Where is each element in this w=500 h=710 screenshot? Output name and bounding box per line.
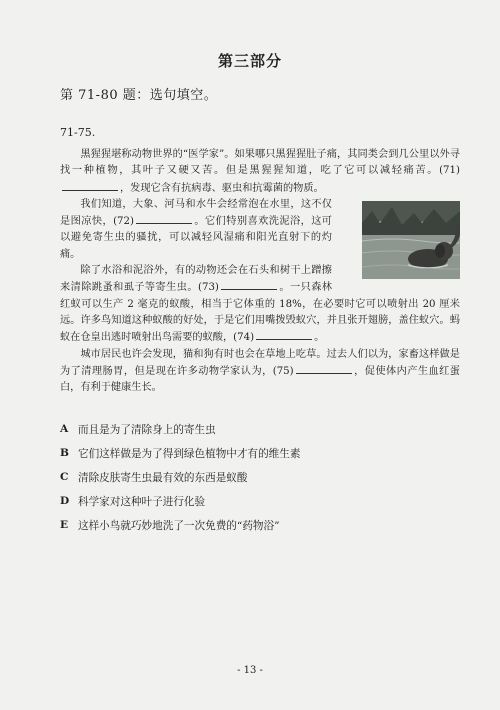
paragraph-text: 。它们特别喜欢洗泥浴，这可以避免寄生虫的骚扰，可以减轻风湿痛和阳光直射下的灼痛。 xyxy=(60,216,332,260)
section-title: 第三部分 xyxy=(217,52,282,70)
blank-74 xyxy=(256,329,312,340)
option-letter: B xyxy=(60,447,69,459)
blank-72 xyxy=(136,213,192,224)
option-text: 这样小鸟就巧妙地洗了一次免费的“药物浴” xyxy=(78,519,280,532)
paragraph-text: 除了水浴和泥浴外，有的动物还会在石头和树干上蹭擦来清除跳蚤和虱子等寄生虫。(73) xyxy=(60,265,332,294)
option-d xyxy=(60,489,460,513)
option-letter: E xyxy=(60,519,69,531)
page-number: - 13 - xyxy=(237,665,263,676)
option-letter: C xyxy=(60,471,69,483)
instruction: 第 71-80 题：选句填空。 xyxy=(60,88,218,103)
paragraph-text: 城市居民也许会发现，猫和狗有时也会在草地上吃草。过去人们以为，家畜这样做是为了清理肠胃，但是现在许多动物学家认为，(75) xyxy=(60,348,460,377)
paragraph-4 xyxy=(60,347,460,397)
option-e xyxy=(60,513,460,537)
question-range: 71-75. xyxy=(60,126,96,139)
paragraph-text: 。一只森林红蚁可以生产 2 毫克的蚁酸，相当于它体重的 18%，在必要时它可以喷射出 20 厘米远。许多鸟知道这种蚁酸的好处，于是它们用嘴拨毁蚁穴，并且张开翅膀，盖住蚁穴。蚂蚁在仓皇出逃时喷射出鸟需要的蚁酸，(74) xyxy=(60,282,460,344)
option-text: 而且是为了清除身上的寄生虫 xyxy=(78,423,216,436)
paragraph-2 xyxy=(60,197,460,263)
paragraph-1 xyxy=(60,147,460,197)
elephant-photo xyxy=(342,201,460,279)
option-text: 科学家对这种叶子进行化验 xyxy=(78,495,206,508)
option-c xyxy=(60,465,460,489)
paragraph-text: 。 xyxy=(314,332,325,344)
option-a xyxy=(60,417,460,441)
reading-passage xyxy=(60,147,460,396)
blank-71 xyxy=(62,180,118,191)
option-letter: A xyxy=(60,423,69,435)
paragraph-text: ，促使体内产生血红蛋白，有利于健康生长。 xyxy=(60,365,460,394)
option-letter: D xyxy=(60,495,70,507)
blank-75 xyxy=(296,363,352,374)
option-text: 清除皮肤寄生虫最有效的东西是蚁酸 xyxy=(78,471,248,484)
paragraph-text: 黑猩猩堪称动物世界的“医学家”。如果哪只黑猩猩肚子痛，其同类会到几公里以外寻找一种植物，其叶子又硬又苦。但是黑猩猩知道，吃了它可以减轻痛苦。(71) xyxy=(60,149,460,177)
blank-73 xyxy=(221,279,277,290)
paragraph-text: ，发现它含有抗病毒、驱虫和抗霉菌的物质。 xyxy=(120,182,324,194)
option-b xyxy=(60,441,460,465)
answer-options xyxy=(60,417,460,537)
paragraph-text: 我们知道，大象、河马和水牛会经常泡在水里，这不仅是图凉快，(72) xyxy=(60,198,332,228)
option-text: 它们这样做是为了得到绿色植物中才有的维生素 xyxy=(78,447,301,460)
